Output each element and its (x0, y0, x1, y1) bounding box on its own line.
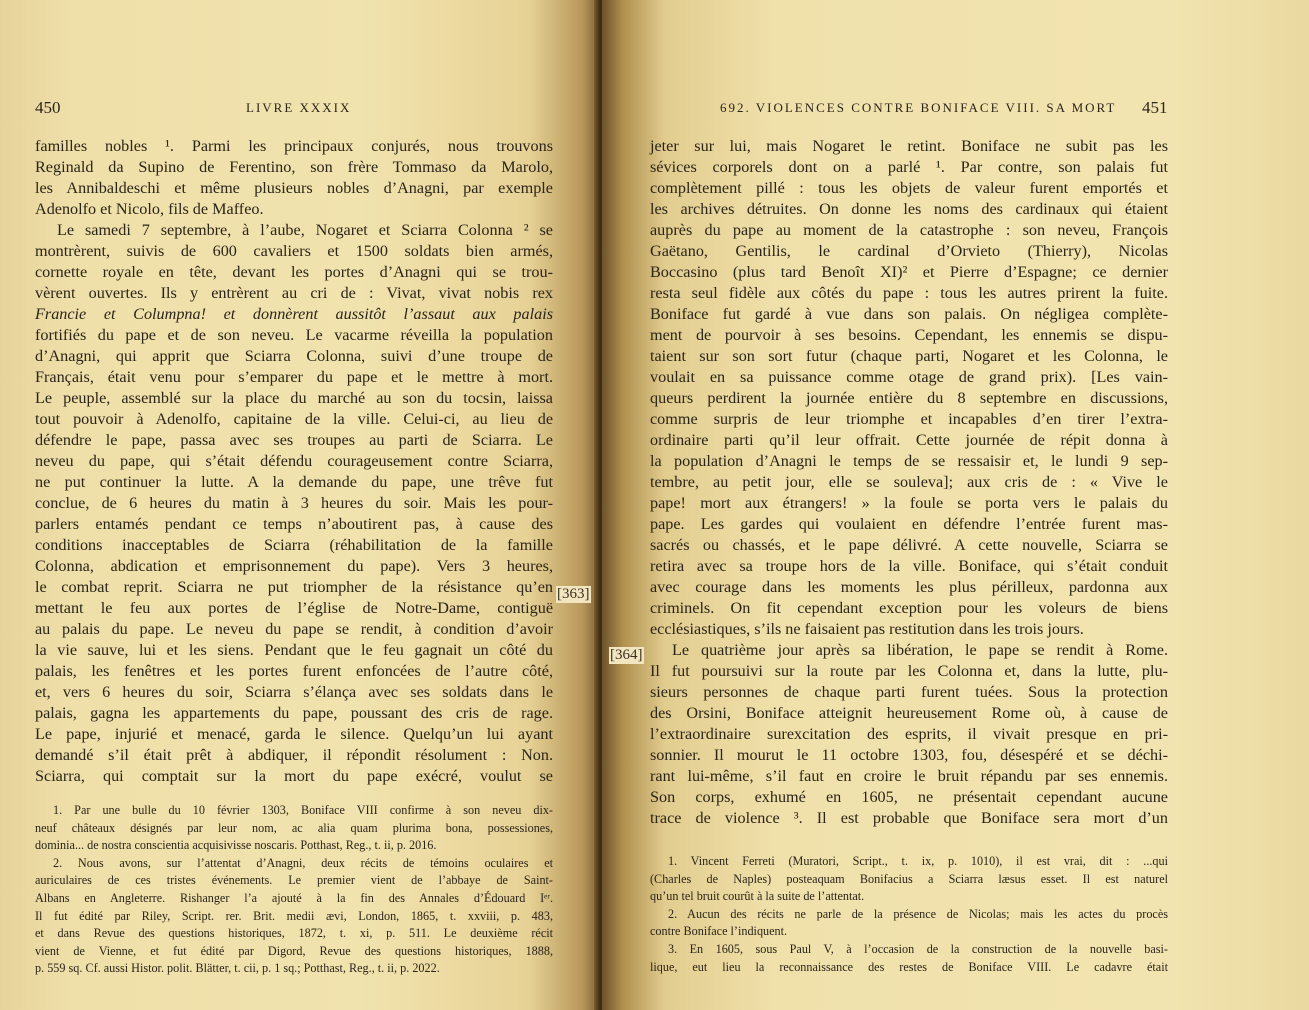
right-running-head: 692. VIOLENCES CONTRE BONIFACE VIII. SA MORT (720, 100, 1117, 115)
footnote-line: vient de Vienne, et fut édité par Digord, Revue des questions historiques, 1888, (35, 943, 553, 958)
text-line: Son corps, exhumé en 1605, ne présentait cependant aucune (650, 788, 1168, 806)
footnote-line: 3. En 1605, sous Paul V, à l’occasion de la construction de la nouvelle basi- (668, 941, 1168, 956)
text-line: pape! mort aux étrangers! » la foule se porta vers le palais du (650, 494, 1168, 512)
text-line: Colonna, abdication et emprisonnement du pape). Vers 3 heures, (35, 557, 553, 575)
footnote-line: lique, eut lieu la reconnaissance des restes de Boniface VIII. Le cadavre était (650, 959, 1168, 974)
text-line: et, vers 6 heures du soir, Sciarra s’élança avec ses soldats dans le (35, 683, 553, 701)
text-line: l’extraordinaire surexcitation des esprits, il vivait presque en pri- (650, 725, 1168, 743)
text-line: auprès du pape au moment de la catastrophe : son neveu, François (650, 221, 1168, 239)
text-line: mettant le feu aux portes de l’église de Notre-Dame, contiguë (35, 599, 553, 617)
text-line: ment de pourvoir à ses besoins. Cependant, les ennemis se dispu- (650, 326, 1168, 344)
text-line: cornette royale en tête, devant les portes d’Anagni qui se trou- (35, 263, 553, 281)
footnote-line: Il fut édité par Riley, Script. rer. Brit. medii ævi, London, 1865, t. xxviii, p. 483, (35, 908, 553, 923)
text-line: Le peuple, assemblé sur la place du marché au son du tocsin, laissa (35, 389, 553, 407)
text-line: Le quatrième jour après sa libération, le pape se rendit à Rome. (672, 641, 1168, 659)
text-line: montrèrent, suivis de 600 cavaliers et 1500 soldats bien armés, (35, 242, 553, 260)
left-body-text (35, 136, 553, 787)
text-line: pape. Les gardes qui voulaient en défendre l’entrée furent mas- (650, 515, 1168, 533)
text-line: sévices corporels dont on a parlé ¹. Par contre, son palais fut (650, 158, 1168, 176)
footnote-line: 1. Vincent Ferreti (Muratori, Script., t. ix, p. 1010), il est vrai, dit : ...qui (668, 854, 1168, 868)
text-line: Reginald da Supino de Ferentino, son frère Tommaso da Marolo, (35, 158, 553, 176)
text-line: le combat reprit. Sciarra ne put triompher de la résistance qu’en (35, 578, 553, 596)
text-line: tout pouvoir à Adenolfo, capitaine de la ville. Celui-ci, au lieu de (35, 410, 553, 428)
footnote-line: 2. Nous avons, sur l’attentat d’Anagni, deux récits de témoins oculaires et (53, 855, 553, 870)
text-line: Francie et Columpna! et donnèrent aussitôt l’assaut aux palais (35, 305, 553, 323)
text-line: queurs perdirent la journée entière du 8 septembre en discussions, (650, 389, 1168, 407)
text-line: d’Anagni, qui apprit que Sciarra Colonna, suivi d’une troupe de (35, 347, 553, 365)
footnote-line: Albans en Angleterre. Rishanger l’a ajouté à la fin des Annales d’Édouard Iᵉʳ. (35, 890, 553, 905)
text-line: rant lui-même, s’il faut en croire le bruit répandu par ses ennemis. (650, 767, 1168, 785)
text-line: voulait en sa puissance comme otage de grand prix). [Les vain- (650, 368, 1168, 386)
text-line: des Orsini, Boniface atteignit heureusement Rome où, à cause de (650, 704, 1168, 722)
text-line: parlers entamés pendant ce temps n’aboutirent pas, à cause des (35, 515, 553, 533)
right-body-text (650, 136, 1168, 829)
text-line: vèrent ouvertes. Ils y entrèrent au cri de : Vivat, vivat nobis rex (35, 284, 553, 302)
text-line: palais, les fenêtres et les portes furent enfoncées de l’autre côté, (35, 662, 553, 680)
left-page (0, 0, 600, 1010)
text-line: Sciarra, qui comptait sur la mort du pape exécré, voulut se (35, 767, 553, 785)
left-page-number: 450 (35, 98, 61, 117)
margin-marker-364: [364] (610, 647, 643, 663)
left-running-head: LIVRE XXXIX (246, 100, 352, 115)
footnote-line: auriculaires de ces tristes événements. Le premier vient de l’abbaye de Saint- (35, 873, 553, 888)
text-line: familles nobles ¹. Parmi les principaux conjurés, nous trouvons (35, 137, 553, 155)
text-line: comme surpris de leur triomphe et incapables d’en tirer l’extra- (650, 410, 1168, 428)
left-footnotes (35, 802, 553, 978)
footnote-line: contre Boniface l’indiquent. (650, 924, 788, 939)
text-line: la vie sauve, lui et les siens. Pendant que le feu gagnait un côté du (35, 641, 553, 659)
text-line: Adenolfo et Nicolo, fils de Maffeo. (35, 200, 264, 218)
text-line: trace de violence ³. Il est probable que Boniface sera mort d’un (650, 809, 1168, 827)
text-line: Le samedi 7 septembre, à l’aube, Nogaret et Sciarra Colonna ² se (57, 221, 553, 239)
footnote-line: dominia... de nostra conscientia acquisivisse noscaris. Potthast, Reg., t. ii, p. 2016. (35, 838, 437, 853)
footnote-line: neuf châteaux désignés par leur nom, ac alia quam plurima bona, possessiones, (35, 820, 553, 835)
footnote-line: et dans Revue des questions historiques, 1872, t. xi, p. 511. Le deuxième récit (35, 926, 553, 941)
text-line: criminels. On fit cependant exception pour les voleurs de biens (650, 599, 1168, 617)
text-line: défendre le pape, passa avec ses troupes au parti de Sciarra. Le (35, 431, 553, 449)
text-line: taient sur son sort futur (chaque parti, Nogaret et les Colonna, le (650, 347, 1168, 365)
text-line: sieurs personnes de chaque parti furent tuées. Sous la protection (650, 683, 1168, 701)
text-line: tembre, au petit jour, elle se souleva]; aux cris de : « Vive le (650, 473, 1168, 491)
text-line: ordinaire parti qu’il leur offrait. Cette journée de répit donna à (650, 431, 1168, 449)
text-line: sacrés ou chassés, et le pape délivré. A cette nouvelle, Sciarra se (650, 536, 1168, 554)
text-line: avec courage dans les moments les plus périlleux, pardonna aux (650, 578, 1168, 596)
right-page (602, 0, 1309, 1010)
footnote-line: 1. Par une bulle du 10 février 1303, Boniface VIII confirme à son neveu dix- (53, 803, 553, 817)
text-line: resta seul fidèle aux côtés du pape : tous les autres prirent la fuite. (650, 284, 1168, 302)
text-line: Boniface fut gardé à vue dans son palais. On négligea complète- (650, 305, 1168, 323)
text-line: Il fut poursuivi sur la route par les Colonna et, dans la lutte, plu- (650, 662, 1168, 680)
text-line: Gaëtano, Gentilis, le cardinal d’Orvieto (Thierry), Nicolas (650, 242, 1168, 260)
text-line: Le pape, injurié et menacé, garda le silence. Quelqu’un lui ayant (35, 725, 553, 743)
footnote-line: 2. Aucun des récits ne parle de la présence de Nicolas; mais les actes du procès (668, 906, 1168, 921)
text-line: au palais du pape. Le neveu du pape se rendit, à condition d’avoir (35, 620, 553, 638)
right-page-number: 451 (1142, 98, 1168, 117)
footnote-line: p. 559 sq. Cf. aussi Histor. polit. Blätter, t. cii, p. 1 sq.; Potthast, Reg., t. ii, p. 2022. (35, 961, 440, 976)
footnote-line: qu’un tel bruit courût à la suite de l’attentat. (650, 889, 865, 904)
text-line: les Annibaldeschi et même plusieurs nobles d’Anagni, par exemple (35, 179, 553, 197)
text-line: ecclésiastiques, s’ils ne faisaient pas restitution dans les trois jours. (650, 620, 1084, 638)
text-line: conditions inacceptables de Sciarra (réhabilitation de la famille (35, 536, 553, 554)
text-line: complètement pillé : tous les objets de valeur furent emportés et (650, 179, 1168, 197)
text-line: retira avec sa troupe hors de la ville. Boniface, qui s’était conduit (650, 557, 1168, 575)
text-line: jeter sur lui, mais Nogaret le retint. Boniface ne subit pas les (650, 137, 1168, 155)
text-line: ne put continuer la lutte. A la demande du pape, une trêve fut (35, 473, 553, 491)
text-line: sonnier. Il mourut le 11 octobre 1303, fou, désespéré et se déchi- (650, 746, 1168, 764)
footnote-line: (Charles de Naples) posteaquam Bonifacius a Sciarra læsus esset. Il est naturel (650, 871, 1168, 886)
text-line: Boccasino (plus tard Benoît XI)² et Pierre d’Espagne; ce dernier (650, 263, 1168, 281)
text-line: neveu du pape, qui s’était défendu courageusement contre Sciarra, (35, 452, 553, 470)
text-line: palais, gagna les appartements du pape, poussant des cris de rage. (35, 704, 553, 722)
margin-marker-363: [363] (557, 586, 590, 602)
text-line: les archives détruites. On donne les noms des cardinaux qui étaient (650, 200, 1168, 218)
text-line: Français, était venu pour s’emparer du pape et le mettre à mort. (35, 368, 553, 386)
right-footnotes (650, 853, 1168, 976)
text-line: conclue, de 6 heures du matin à 3 heures du soir. Mais les pour- (35, 494, 553, 512)
text-line: fortifiés du pape et de son neveu. Le vacarme réveilla la population (35, 326, 553, 344)
text-line: la population d’Anagni le temps de se ressaisir et, le lundi 9 sep- (650, 452, 1168, 470)
text-line: demandé s’il était prêt à abdiquer, il répondit résolument : Non. (35, 746, 553, 764)
